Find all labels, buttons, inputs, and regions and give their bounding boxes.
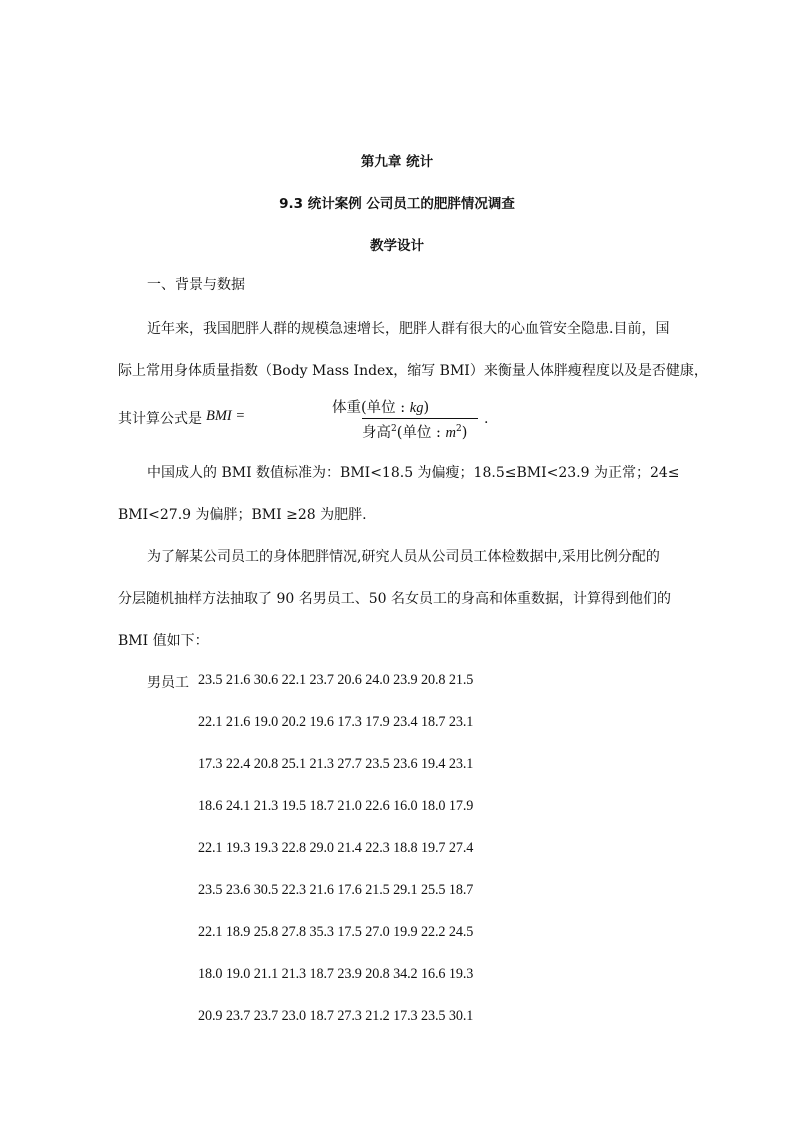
data-row: 18.6 24.1 21.3 19.5 18.7 21.0 22.6 16.0 18.0 17.9: [198, 798, 474, 814]
male-data-label: 男员工: [147, 675, 189, 691]
paragraph-line: 中国成人的 BMI 数值标准为：BMI<18.5 为偏瘦；18.5≤BMI<23.9 为正常；24≤: [147, 465, 680, 481]
formula-numerator: 体重(单位 : kg): [332, 400, 430, 416]
document-subtitle: 教学设计: [370, 238, 424, 254]
data-row: 17.3 22.4 20.8 25.1 21.3 27.7 23.5 23.6 19.4 23.1: [198, 756, 474, 772]
data-row: 22.1 21.6 19.0 20.2 19.6 17.3 17.9 23.4 18.7 23.1: [198, 714, 474, 730]
formula-denominator: 身高$^2$(单位 : $m^2$): [362, 424, 468, 441]
data-row: 23.5 21.6 30.6 22.1 23.7 20.6 24.0 23.9 20.8 21.5: [198, 672, 474, 688]
section-heading: 一、背景与数据: [147, 277, 245, 293]
data-row: 22.1 19.3 19.3 22.8 29.0 21.4 22.3 18.8 19.7 27.4: [198, 840, 474, 856]
paragraph-line: 分层随机抽样方法抽取了 90 名男员工、50 名女员工的身高和体重数据，计算得到他们的: [118, 591, 671, 607]
data-row: 23.5 23.6 30.5 22.3 21.6 17.6 21.5 29.1 25.5 18.7: [198, 882, 474, 898]
fraction-bar: [362, 418, 478, 419]
paragraph-line: BMI 值如下：: [118, 633, 209, 649]
formula-lhs: BMI =: [206, 408, 246, 424]
paragraph-line: 为了解某公司员工的身体肥胖情况,研究人员从公司员工体检数据中,采用比例分配的: [147, 549, 660, 565]
data-row: 20.9 23.7 23.7 23.0 18.7 27.3 21.2 17.3 23.5 30.1: [198, 1008, 474, 1024]
chapter-title: 第九章 统计: [360, 154, 434, 170]
paragraph-line: BMI<27.9 为偏胖；BMI ≥28 为肥胖.: [118, 507, 367, 523]
formula-lead: 其计算公式是: [118, 411, 202, 427]
data-row: 22.1 18.9 25.8 27.8 35.3 17.5 27.0 19.9 22.2 24.5: [198, 924, 474, 940]
section-title: 9.3 统计案例 公司员工的肥胖情况调查: [279, 196, 515, 212]
data-row: 18.0 19.0 21.1 21.3 18.7 23.9 20.8 34.2 16.6 19.3: [198, 966, 474, 982]
paragraph-line: 际上常用身体质量指数（Body Mass Index，缩写 BMI）来衡量人体胖瘦程度以及是否健康，: [118, 363, 708, 379]
paragraph-line: 近年来，我国肥胖人群的规模急速增长，肥胖人群有很大的心血管安全隐患.目前，国: [147, 321, 670, 337]
formula-period: .: [484, 411, 489, 427]
